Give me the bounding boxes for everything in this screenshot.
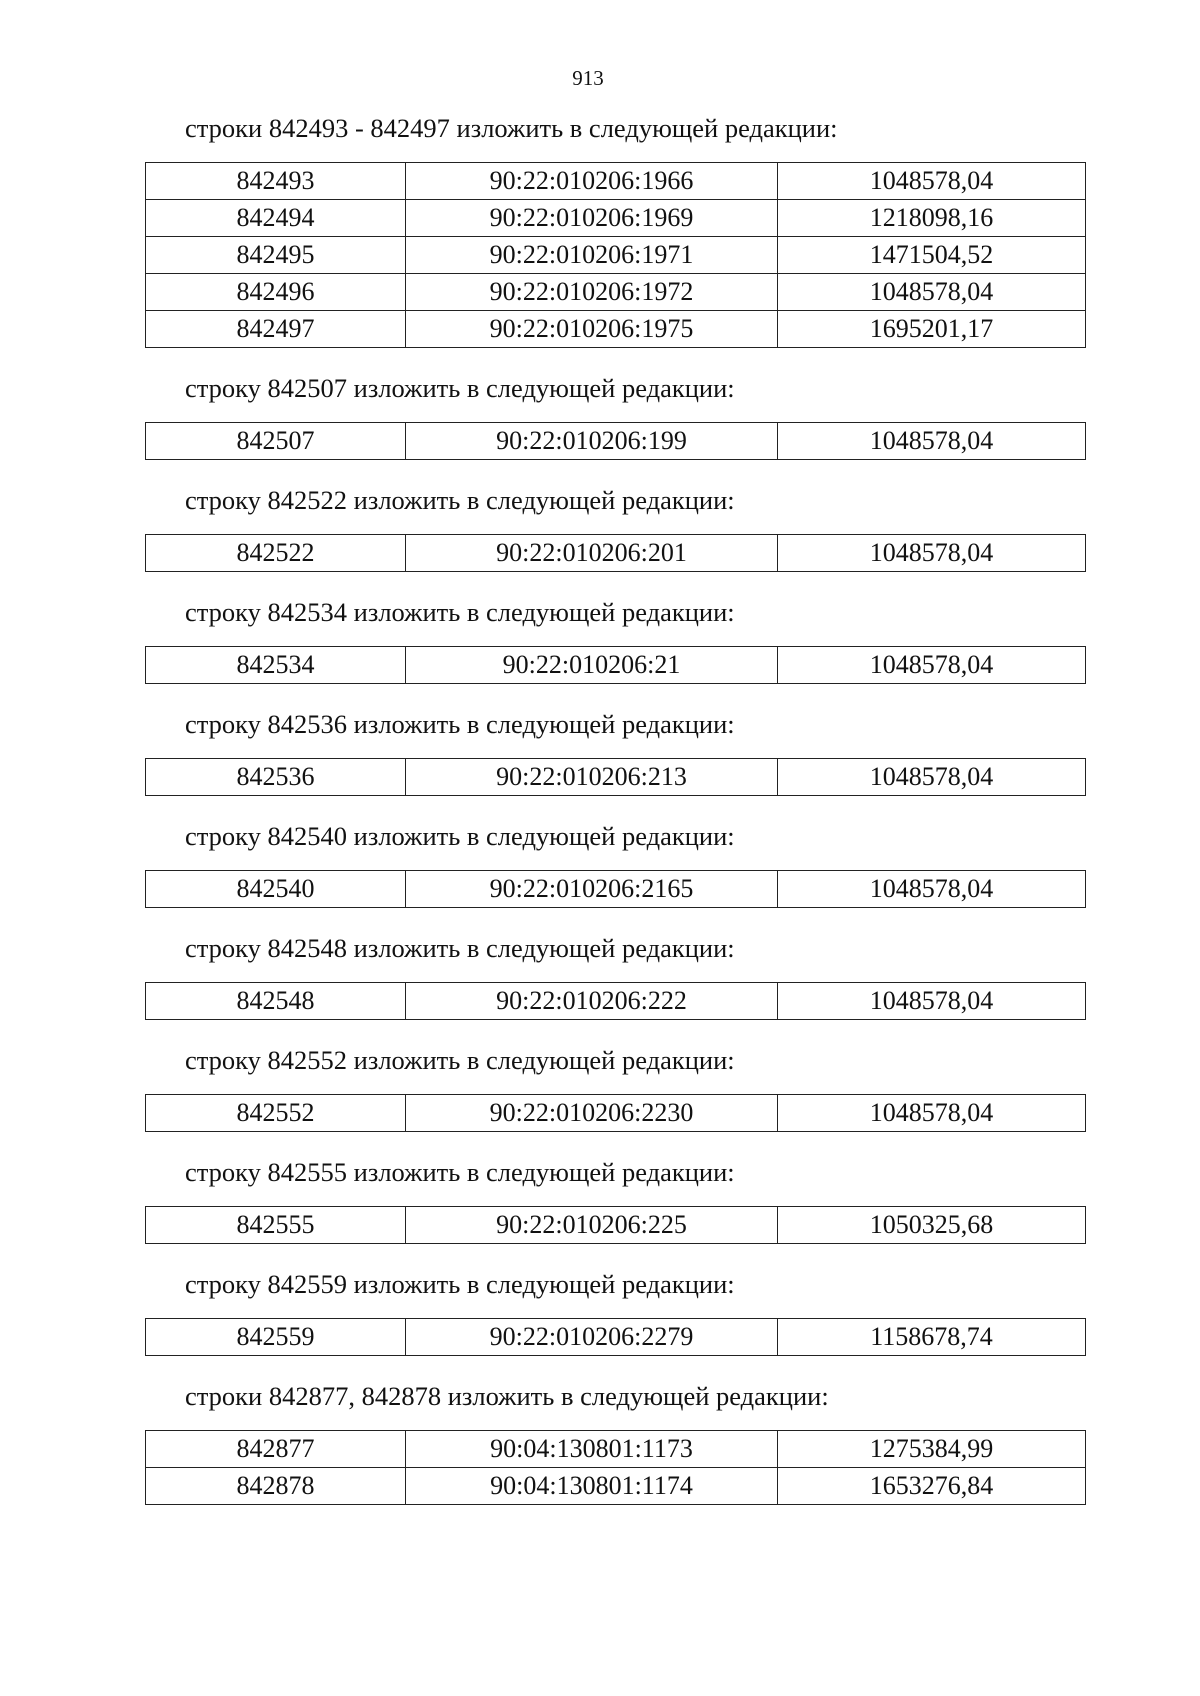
row-number-cell: 842540 bbox=[146, 871, 406, 908]
table-row bbox=[146, 1431, 1086, 1468]
row-number-cell: 842877 bbox=[146, 1431, 406, 1468]
cadastral-value-cell: 1218098,16 bbox=[778, 200, 1086, 237]
cadastral-number-cell: 90:22:010206:1972 bbox=[406, 274, 778, 311]
amendment-instruction: строку 842548 изложить в следующей редакции: bbox=[185, 933, 735, 963]
table-row bbox=[146, 274, 1086, 311]
amendment-instruction: строку 842540 изложить в следующей редакции: bbox=[185, 821, 735, 851]
cadastral-number-cell: 90:04:130801:1173 bbox=[406, 1431, 778, 1468]
amendment-section bbox=[0, 1264, 1200, 1356]
amendment-instruction: строки 842877, 842878 изложить в следующей редакции: bbox=[185, 1381, 829, 1411]
cadastral-number-cell: 90:22:010206:201 bbox=[406, 535, 778, 572]
table-row bbox=[146, 1319, 1086, 1356]
amendment-section bbox=[0, 1376, 1200, 1505]
cadastral-value-cell: 1275384,99 bbox=[778, 1431, 1086, 1468]
table-row bbox=[146, 1095, 1086, 1132]
row-number-cell: 842494 bbox=[146, 200, 406, 237]
amendment-section bbox=[0, 368, 1200, 460]
amendment-table bbox=[145, 1318, 1086, 1356]
amendment-section bbox=[0, 480, 1200, 572]
amendment-section bbox=[0, 592, 1200, 684]
amendment-table bbox=[145, 534, 1086, 572]
cadastral-number-cell: 90:22:010206:1975 bbox=[406, 311, 778, 348]
cadastral-number-cell: 90:04:130801:1174 bbox=[406, 1468, 778, 1505]
amendment-table bbox=[145, 162, 1086, 348]
amendment-instruction: строку 842534 изложить в следующей редакции: bbox=[185, 597, 735, 627]
row-number-cell: 842507 bbox=[146, 423, 406, 460]
cadastral-number-cell: 90:22:010206:21 bbox=[406, 647, 778, 684]
row-number-cell: 842559 bbox=[146, 1319, 406, 1356]
amendment-instruction: строку 842522 изложить в следующей редакции: bbox=[185, 485, 735, 515]
table-row bbox=[146, 1207, 1086, 1244]
cadastral-number-cell: 90:22:010206:222 bbox=[406, 983, 778, 1020]
amendment-section bbox=[0, 108, 1200, 348]
cadastral-value-cell: 1048578,04 bbox=[778, 647, 1086, 684]
amendment-table bbox=[145, 422, 1086, 460]
table-row bbox=[146, 1468, 1086, 1505]
cadastral-number-cell: 90:22:010206:1971 bbox=[406, 237, 778, 274]
row-number-cell: 842496 bbox=[146, 274, 406, 311]
amendment-table bbox=[145, 646, 1086, 684]
row-number-cell: 842878 bbox=[146, 1468, 406, 1505]
amendment-table bbox=[145, 1206, 1086, 1244]
amendment-sections bbox=[0, 108, 1200, 1525]
cadastral-number-cell: 90:22:010206:2165 bbox=[406, 871, 778, 908]
row-number-cell: 842493 bbox=[146, 163, 406, 200]
amendment-instruction: строки 842493 - 842497 изложить в следующей редакции: bbox=[185, 113, 838, 143]
cadastral-value-cell: 1048578,04 bbox=[778, 535, 1086, 572]
cadastral-value-cell: 1048578,04 bbox=[778, 1095, 1086, 1132]
cadastral-value-cell: 1048578,04 bbox=[778, 983, 1086, 1020]
row-number-cell: 842552 bbox=[146, 1095, 406, 1132]
row-number-cell: 842534 bbox=[146, 647, 406, 684]
cadastral-number-cell: 90:22:010206:1969 bbox=[406, 200, 778, 237]
table-row bbox=[146, 423, 1086, 460]
table-row bbox=[146, 163, 1086, 200]
table-row bbox=[146, 200, 1086, 237]
table-row bbox=[146, 759, 1086, 796]
cadastral-value-cell: 1695201,17 bbox=[778, 311, 1086, 348]
row-number-cell: 842495 bbox=[146, 237, 406, 274]
cadastral-value-cell: 1050325,68 bbox=[778, 1207, 1086, 1244]
cadastral-value-cell: 1048578,04 bbox=[778, 423, 1086, 460]
row-number-cell: 842536 bbox=[146, 759, 406, 796]
row-number-cell: 842522 bbox=[146, 535, 406, 572]
cadastral-value-cell: 1471504,52 bbox=[778, 237, 1086, 274]
table-row bbox=[146, 311, 1086, 348]
cadastral-value-cell: 1048578,04 bbox=[778, 163, 1086, 200]
table-row bbox=[146, 983, 1086, 1020]
amendment-instruction: строку 842507 изложить в следующей редакции: bbox=[185, 373, 735, 403]
amendment-section bbox=[0, 816, 1200, 908]
page-number: 913 bbox=[572, 66, 604, 90]
table-row bbox=[146, 647, 1086, 684]
amendment-table bbox=[145, 870, 1086, 908]
amendment-table bbox=[145, 1094, 1086, 1132]
amendment-section bbox=[0, 1040, 1200, 1132]
cadastral-value-cell: 1048578,04 bbox=[778, 759, 1086, 796]
row-number-cell: 842497 bbox=[146, 311, 406, 348]
cadastral-value-cell: 1158678,74 bbox=[778, 1319, 1086, 1356]
amendment-instruction: строку 842555 изложить в следующей редакции: bbox=[185, 1157, 735, 1187]
amendment-table bbox=[145, 1430, 1086, 1505]
amendment-table bbox=[145, 982, 1086, 1020]
row-number-cell: 842555 bbox=[146, 1207, 406, 1244]
cadastral-value-cell: 1653276,84 bbox=[778, 1468, 1086, 1505]
cadastral-number-cell: 90:22:010206:1966 bbox=[406, 163, 778, 200]
amendment-section bbox=[0, 928, 1200, 1020]
row-number-cell: 842548 bbox=[146, 983, 406, 1020]
cadastral-number-cell: 90:22:010206:225 bbox=[406, 1207, 778, 1244]
amendment-instruction: строку 842552 изложить в следующей редакции: bbox=[185, 1045, 735, 1075]
table-row bbox=[146, 237, 1086, 274]
amendment-table bbox=[145, 758, 1086, 796]
amendment-instruction: строку 842536 изложить в следующей редакции: bbox=[185, 709, 735, 739]
cadastral-number-cell: 90:22:010206:2279 bbox=[406, 1319, 778, 1356]
table-row bbox=[146, 535, 1086, 572]
cadastral-value-cell: 1048578,04 bbox=[778, 871, 1086, 908]
cadastral-number-cell: 90:22:010206:2230 bbox=[406, 1095, 778, 1132]
cadastral-number-cell: 90:22:010206:199 bbox=[406, 423, 778, 460]
cadastral-number-cell: 90:22:010206:213 bbox=[406, 759, 778, 796]
amendment-instruction: строку 842559 изложить в следующей редакции: bbox=[185, 1269, 735, 1299]
table-row bbox=[146, 871, 1086, 908]
cadastral-value-cell: 1048578,04 bbox=[778, 274, 1086, 311]
amendment-section bbox=[0, 1152, 1200, 1244]
amendment-section bbox=[0, 704, 1200, 796]
